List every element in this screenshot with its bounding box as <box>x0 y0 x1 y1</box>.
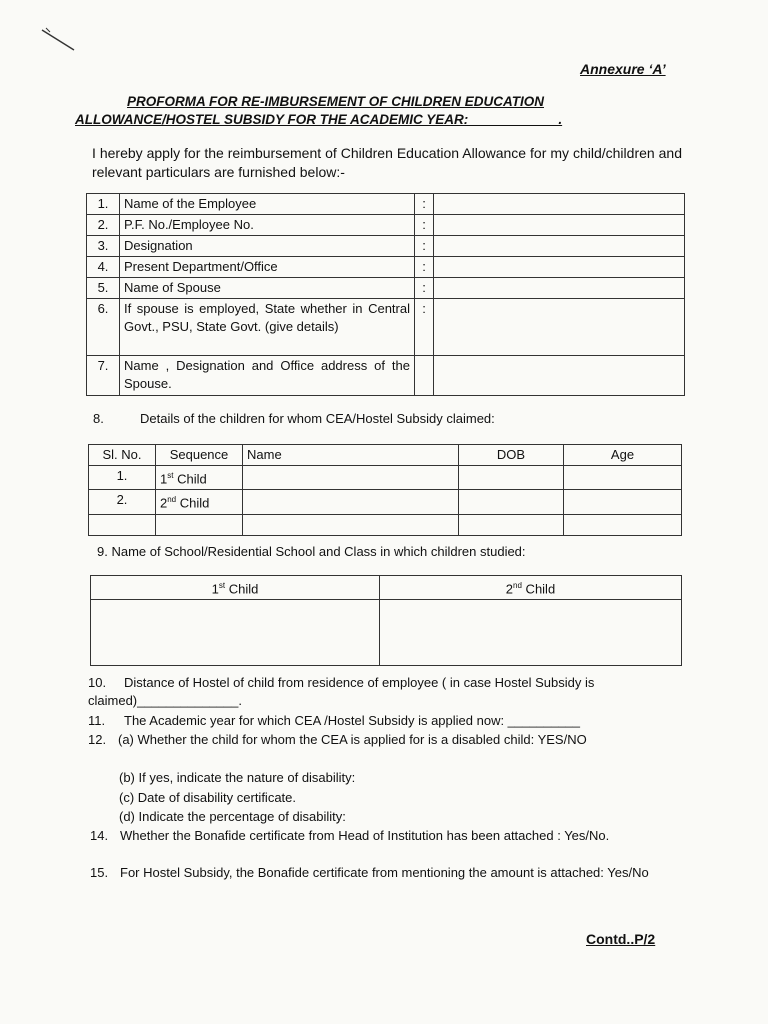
item-9 <box>97 544 526 559</box>
table-row <box>87 257 685 278</box>
row-number: 1. <box>87 194 120 215</box>
header-sequence: Sequence <box>156 445 243 466</box>
row-colon: : <box>415 236 434 257</box>
empty-cell[interactable] <box>459 514 564 535</box>
item-14 <box>90 827 680 845</box>
employee-name-value[interactable] <box>434 194 685 215</box>
sequence-cell: 2nd Child <box>156 490 243 514</box>
empty-cell[interactable] <box>243 514 459 535</box>
header-sl-no: Sl. No. <box>89 445 156 466</box>
child-age-input[interactable] <box>564 490 682 514</box>
item-text: The Academic year for which CEA /Hostel Subsidy is applied now: __________ <box>124 713 580 728</box>
header-dob: DOB <box>459 445 564 466</box>
children-details-table <box>88 444 682 536</box>
sl-no-cell: 1. <box>89 466 156 490</box>
spouse-employment-value[interactable] <box>434 299 685 356</box>
item-number: 15. <box>90 865 109 880</box>
table-header-row <box>89 445 682 466</box>
header-name: Name <box>243 445 459 466</box>
row-number: 5. <box>87 278 120 299</box>
header-second-child: 2nd Child <box>380 576 682 600</box>
table-row <box>91 600 682 666</box>
header-first-child: 1st Child <box>91 576 380 600</box>
table-row <box>87 236 685 257</box>
row-label: Designation <box>120 236 415 257</box>
child-name-input[interactable] <box>243 490 459 514</box>
row-number: 6. <box>87 299 120 356</box>
item-11 <box>88 712 678 730</box>
item-10 <box>88 674 678 710</box>
item-number: 9. <box>97 544 108 559</box>
item-text: Details of the children for whom CEA/Hostel Subsidy claimed: <box>140 411 495 426</box>
item-text: Name of School/Residential School and Class in which children studied: <box>111 544 526 559</box>
form-title-line-2: ALLOWANCE/HOSTEL SUBSIDY FOR THE ACADEMIC YEAR:____________. <box>75 112 563 127</box>
child-age-input[interactable] <box>564 466 682 490</box>
row-colon: : <box>415 194 434 215</box>
row-label: Name of Spouse <box>120 278 415 299</box>
form-title-line-1: PROFORMA FOR RE-IMBURSEMENT OF CHILDREN EDUCATION <box>127 94 544 109</box>
employee-details-table <box>86 193 685 396</box>
table-row <box>87 215 685 236</box>
item-number: 12. <box>88 732 107 747</box>
item-text: (a) Whether the child for whom the CEA is applied for is a disabled child: YES/NO <box>118 732 587 747</box>
empty-cell[interactable] <box>89 514 156 535</box>
table-row <box>87 356 685 396</box>
header-age: Age <box>564 445 682 466</box>
item-text: Whether the Bonafide certificate from Head of Institution has been attached : Yes/No. <box>120 828 610 843</box>
table-row <box>87 278 685 299</box>
table-header-row <box>91 576 682 600</box>
item-number: 11. <box>88 713 106 728</box>
child-dob-input[interactable] <box>459 490 564 514</box>
pf-number-value[interactable] <box>434 215 685 236</box>
item-12c: (c) Date of disability certificate. <box>119 790 297 805</box>
item-12b: (b) If yes, indicate the nature of disability: <box>119 770 356 785</box>
sl-no-cell: 2. <box>89 490 156 514</box>
department-value[interactable] <box>434 257 685 278</box>
row-label: Name , Designation and Office address of the Spouse. <box>120 356 415 396</box>
row-colon: : <box>415 215 434 236</box>
first-child-school-input[interactable] <box>91 600 380 666</box>
item-number: 10. <box>88 675 107 690</box>
table-row <box>89 514 682 535</box>
row-number: 7. <box>87 356 120 396</box>
row-label: Present Department/Office <box>120 257 415 278</box>
row-number: 2. <box>87 215 120 236</box>
sequence-cell: 1st Child <box>156 466 243 490</box>
table-row <box>89 490 682 514</box>
school-details-table <box>90 575 682 666</box>
child-dob-input[interactable] <box>459 466 564 490</box>
row-colon: : <box>415 299 434 356</box>
row-colon <box>415 356 434 396</box>
annexure-label: Annexure ‘A’ <box>580 61 666 77</box>
second-child-school-input[interactable] <box>380 600 682 666</box>
empty-cell[interactable] <box>564 514 682 535</box>
item-8 <box>93 411 495 426</box>
row-label: P.F. No./Employee No. <box>120 215 415 236</box>
intro-paragraph: I hereby apply for the reimbursement of Children Education Allowance for my child/children and relevant particulars are furnished below:- <box>92 145 682 180</box>
designation-value[interactable] <box>434 236 685 257</box>
item-number: 8. <box>93 411 104 426</box>
child-name-input[interactable] <box>243 466 459 490</box>
row-label: If spouse is employed, State whether in Central Govt., PSU, State Govt. (give details) <box>120 299 415 356</box>
item-number: 14. <box>90 828 109 843</box>
row-number: 4. <box>87 257 120 278</box>
spouse-name-value[interactable] <box>434 278 685 299</box>
row-colon: : <box>415 278 434 299</box>
spouse-address-value[interactable] <box>434 356 685 396</box>
continued-label: Contd..P/2 <box>586 931 656 947</box>
table-row <box>87 299 685 356</box>
row-number: 3. <box>87 236 120 257</box>
pen-mark <box>40 26 80 56</box>
item-15 <box>90 864 680 882</box>
empty-cell[interactable] <box>156 514 243 535</box>
item-12a <box>88 731 678 749</box>
table-row <box>89 466 682 490</box>
row-label: Name of the Employee <box>120 194 415 215</box>
item-12d: (d) Indicate the percentage of disability: <box>119 809 346 824</box>
row-colon: : <box>415 257 434 278</box>
item-text: For Hostel Subsidy, the Bonafide certificate from mentioning the amount is attached: Yes/No <box>120 865 649 880</box>
item-text: Distance of Hostel of child from residence of employee ( in case Hostel Subsidy is claimed)______________. <box>88 675 595 708</box>
table-row <box>87 194 685 215</box>
